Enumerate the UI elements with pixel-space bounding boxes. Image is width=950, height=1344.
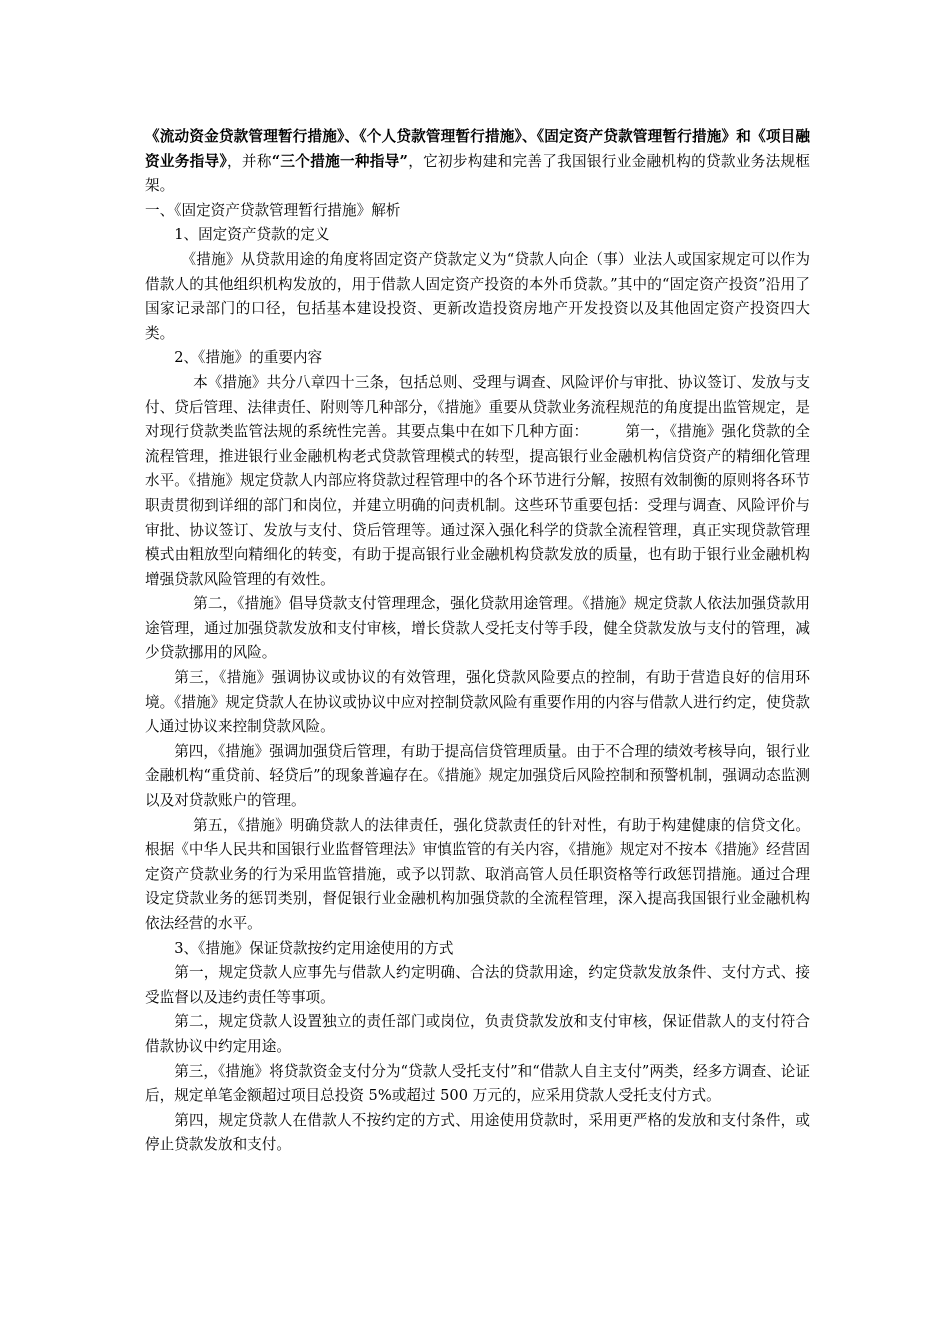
paragraph: 第五，《措施》明确贷款人的法律责任，强化贷款责任的针对性，有助于构建健康的信贷文化。根据《中华人民共和国银行业监督管理法》审慎监管的有关内容，《措施》规定对不按本《措施》经营固定资产贷款业务的行为采用监管措施，或予以罚款、取消高管人员任职资格等行政惩罚措施。通过合理设定贷款业务的惩罚类别，督促银行业金融机构加强贷款的全流程管理，深入提高我国银行业金融机构依法经营的水平。 xyxy=(145,816,810,932)
intro-text: ，并称 xyxy=(227,152,272,170)
subsection-heading-3: 3、《措施》保证贷款按约定用途使用的方式 xyxy=(174,939,454,957)
subsection-heading-1: 1、固定资产贷款的定义 xyxy=(174,226,330,244)
section-heading: 一、《固定资产贷款管理暂行措施》解析 xyxy=(145,201,401,219)
document-page xyxy=(145,125,810,1158)
paragraph: 《措施》从贷款用途的角度将固定资产贷款定义为“贷款人向企（事）业法人或国家规定可以作为借款人的其他组织机构发放的，用于借款人固定资产投资的本外币贷款。”其中的“固定资产投资”沿用了国家记录部门的口径，包括基本建设投资、更新改造投资房地产开发投资以及其他固定资产投资四大类。 xyxy=(145,250,810,342)
paragraph: 第二，《措施》倡导贷款支付管理理念，强化贷款用途管理。《措施》规定贷款人依法加强贷款用途管理，通过加强贷款发放和支付审核，增长贷款人受托支付等手段，健全贷款发放与支付的管理，减少贷款挪用的风险。 xyxy=(145,595,810,662)
paragraph: 第二，规定贷款人设置独立的责任部门或岗位，负责贷款发放和支付审核，保证借款人的支付符合借款协议中约定用途。 xyxy=(145,1013,810,1055)
paragraph: 第三，《措施》强调协议或协议的有效管理，强化贷款风险要点的控制，有助于营造良好的信用环境。《措施》规定贷款人在协议或协议中应对控制贷款风险有重要作用的内容与借款人进行约定，使贷款人通过协议来控制贷款风险。 xyxy=(145,669,810,736)
paragraph: 第三，《措施》将贷款资金支付分为“贷款人受托支付”和“借款人自主支付”两类，经多方调查、论证后，规定单笔金额超过项目总投资 5%或超过 500 万元的，应采用贷款人受托支付方式。 xyxy=(145,1062,810,1105)
subsection-heading-2: 2、《措施》的重要内容 xyxy=(174,349,323,367)
paragraph: 本《措施》共分八章四十三条，包括总则、受理与调查、风险评价与审批、协议签订、发放与支付、贷后管理、法律责任、附则等几种部分，《措施》重要从贷款业务流程规范的角度提出监管规定，是对现行贷款类监管法规的系统性完善。其要点集中在如下几种方面： 第一，《措施》强化贷款的全流程管理，推进银行业金融机构老式贷款管理模式的转型，提高银行业金融机构信贷资产的精细化管理水平。《措施》规定贷款人内部应将贷款过程管理中的各个环节进行分解，按照有效制衡的原则将各环节职责贯彻到详细的部门和岗位，并建立明确的问责机制。这些环节重要包括：受理与调查、风险评价与审批、协议签订、发放与支付、贷后管理等。通过深入强化科学的贷款全流程管理，真正实现贷款管理模式由粗放型向精细化的转变，有助于提高银行业金融机构贷款发放的质量，也有助于银行业金融机构增强贷款风险管理的有效性。 xyxy=(145,373,810,588)
intro-text-end: ，它初步构建和完善了我国银行业金融机构的贷款业务法规框架。 xyxy=(145,152,810,195)
intro-paragraph xyxy=(145,125,810,199)
paragraph: 第一，规定贷款人应事先与借款人约定明确、合法的贷款用途，约定贷款发放条件、支付方式、接受监督以及违约责任等事项。 xyxy=(145,964,810,1006)
intro-bold-titles: 《流动资金贷款管理暂行措施》、《个人贷款管理暂行措施》、《固定资产贷款管理暂行措施》和《项目融资业务指导》 xyxy=(145,128,810,170)
paragraph: 第四，《措施》强调加强贷后管理，有助于提高信贷管理质量。由于不合理的绩效考核导向，银行业金融机构“重贷前、轻贷后”的现象普遍存在。《措施》规定加强贷后风险控制和预警机制，强调动态监测以及对贷款账户的管理。 xyxy=(145,742,810,810)
paragraph: 第四，规定贷款人在借款人不按约定的方式、用途使用贷款时，采用更严格的发放和支付条件，或停止贷款发放和支付。 xyxy=(145,1111,810,1154)
intro-bold-term: “三个措施一种指导” xyxy=(271,152,408,170)
